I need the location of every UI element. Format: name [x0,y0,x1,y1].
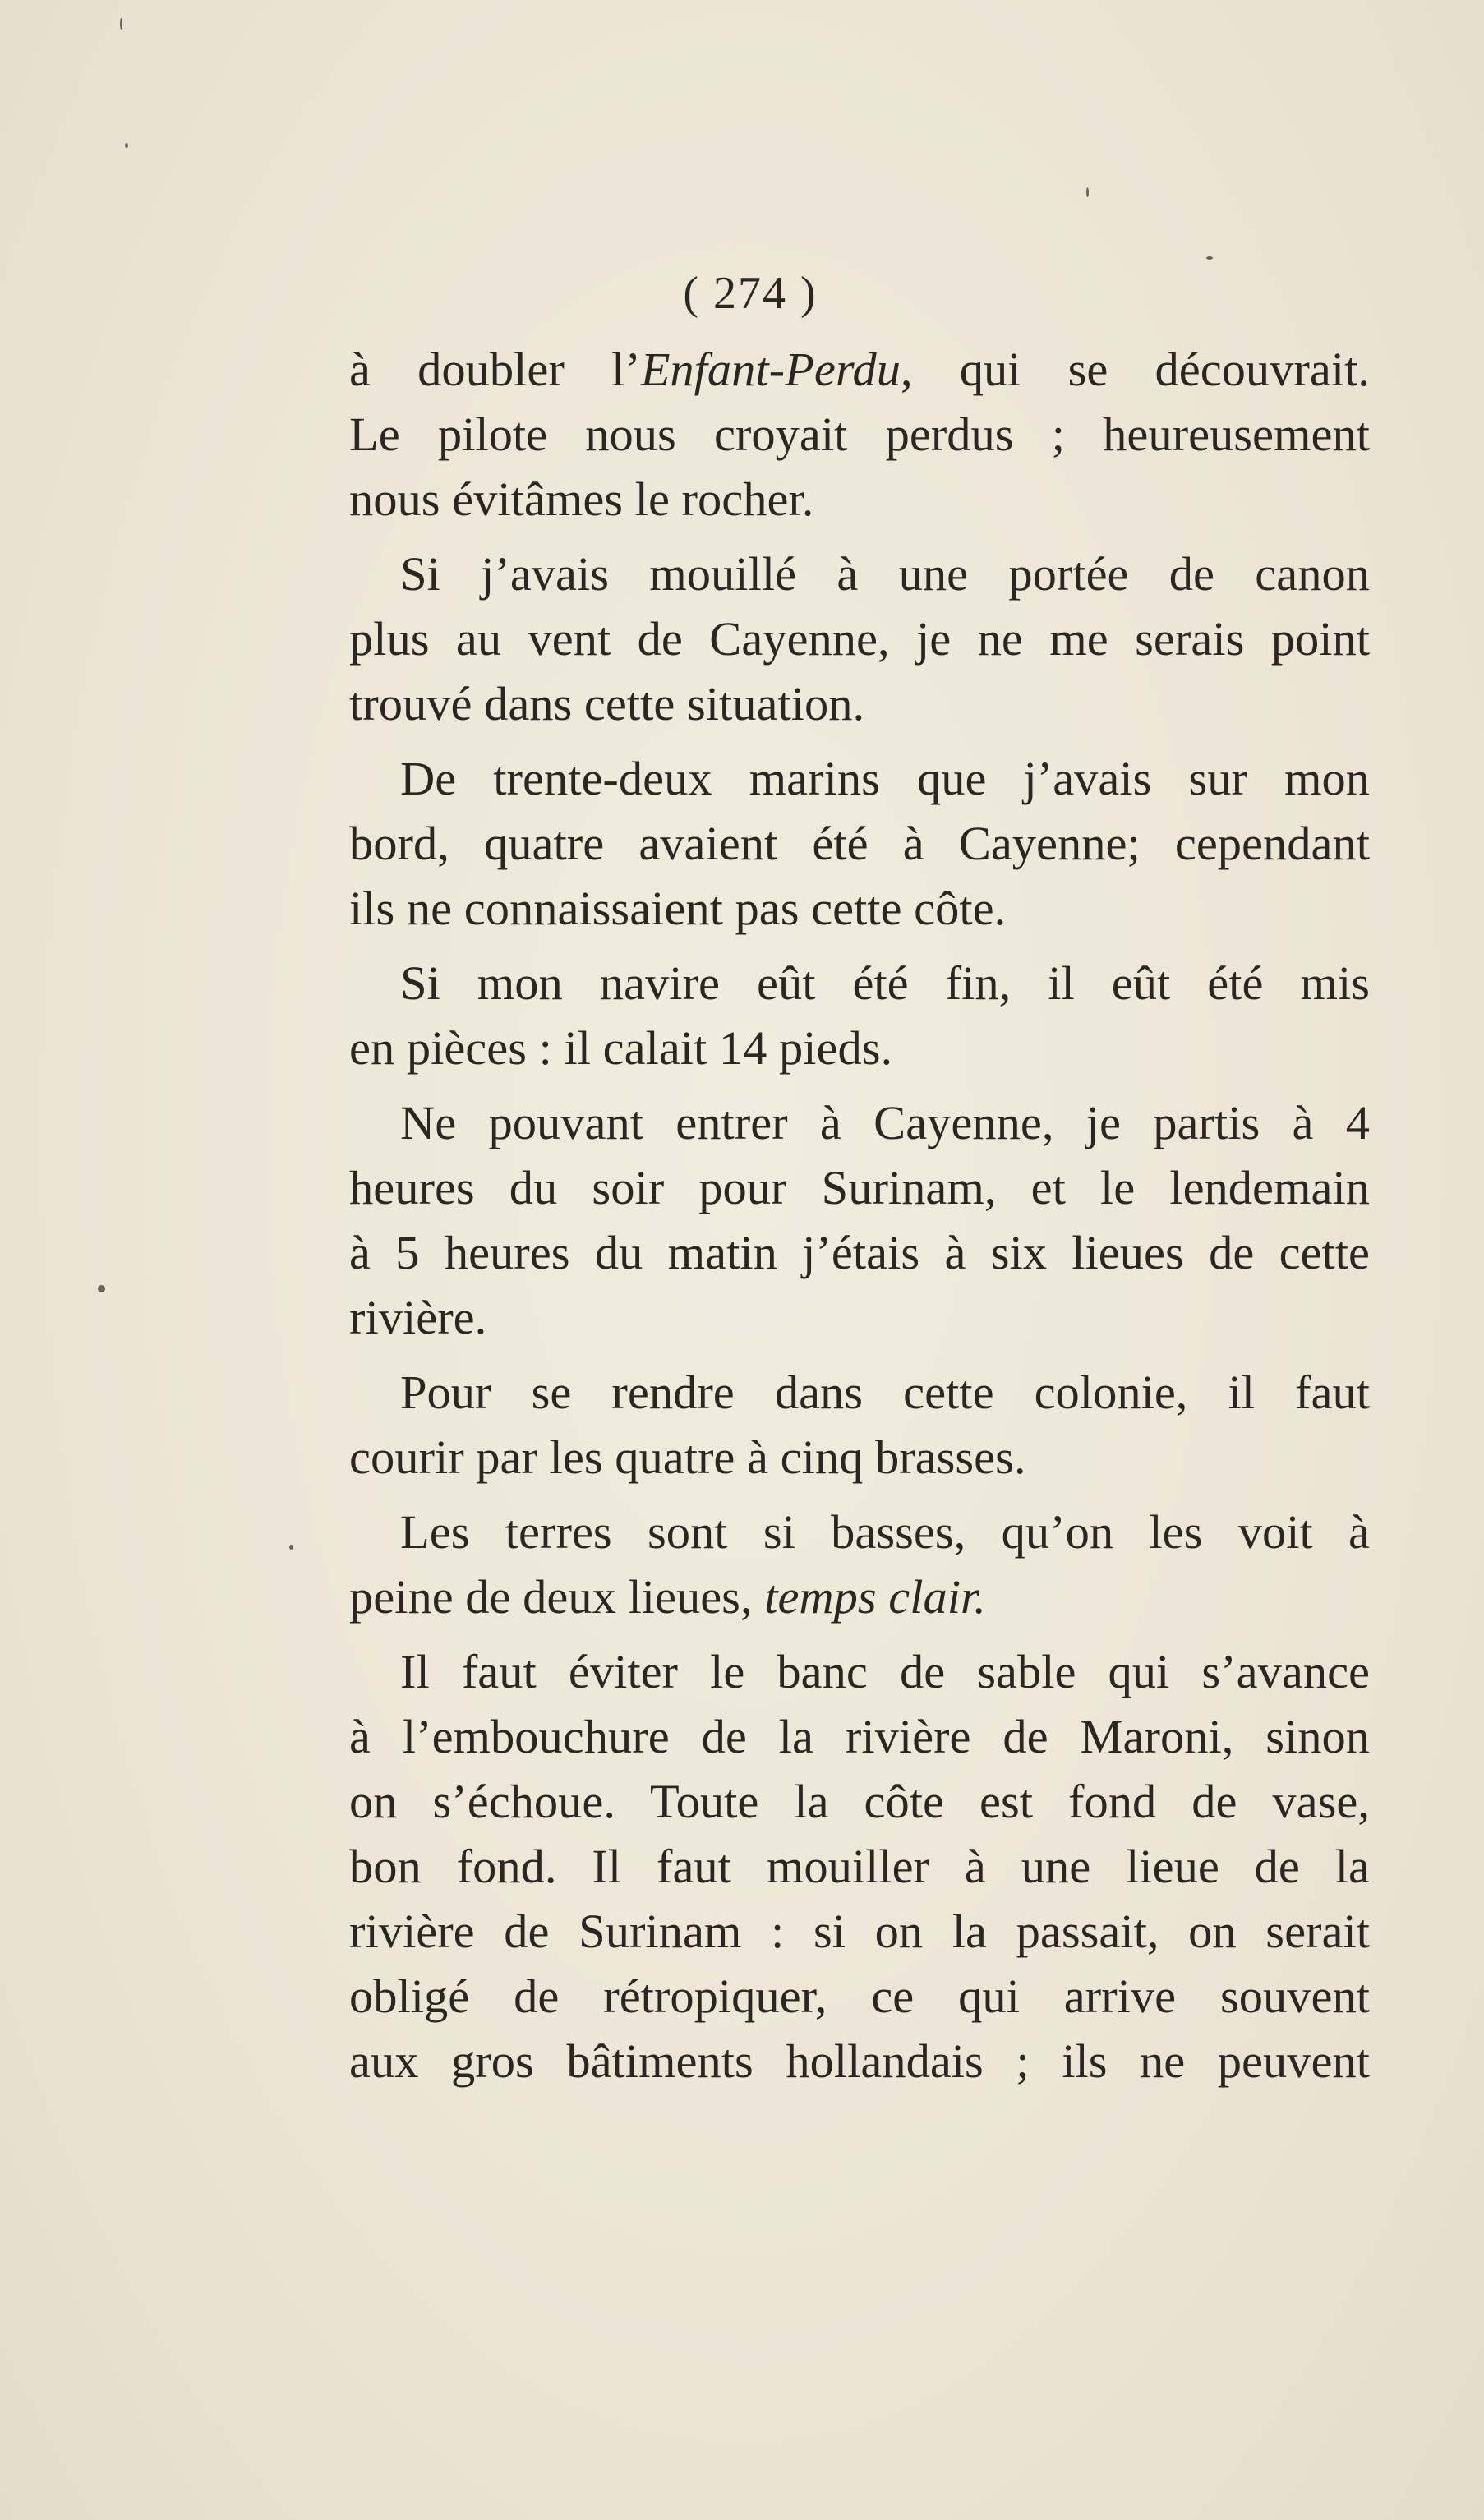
text-line: à 5 heures du matin j’étais à six lieues de cette [349,1226,1370,1279]
paper-speck [120,18,122,30]
text-line: à doubler l’Enfant-Perdu, qui se découvrait. [349,343,1370,396]
paper-speck [1206,256,1213,260]
italic-phrase: temps clair. [764,1570,986,1624]
text-line: Le pilote nous croyait perdus ; heureusement [349,408,1370,461]
text-line: peine de deux lieues, temps clair. [349,1570,986,1624]
text-line: ils ne connaissaient pas cette côte. [349,882,1007,935]
italic-place-name: Enfant-Perdu [640,343,901,396]
paper-speck [125,143,128,148]
text-line: Si mon navire eût été fin, il eût été mis [400,956,1370,1010]
text-line: à l’embouchure de la rivière de Maroni, sinon [349,1710,1370,1763]
paper-speck [1086,187,1089,197]
text-line: De trente-deux marins que j’avais sur mon [400,752,1370,805]
text-line: Ne pouvant entrer à Cayenne, je partis à 4 [400,1096,1370,1149]
text-line: rivière de Surinam : si on la passait, on serait [349,1905,1370,1958]
text-line: on s’échoue. Toute la côte est fond de vase, [349,1775,1370,1828]
text-line: en pièces : il calait 14 pieds. [349,1021,893,1075]
text-line: plus au vent de Cayenne, je ne me serais point [349,612,1370,666]
text-line: bord, quatre avaient été à Cayenne; cependant [349,817,1370,870]
text-line: rivière. [349,1291,487,1344]
text-line: heures du soir pour Surinam, et le lendemain [349,1161,1370,1214]
body-text [349,337,1370,2094]
text-line: Les terres sont si basses, qu’on les voit à [400,1505,1370,1559]
text-line: aux gros bâtiments hollandais ; ils ne peuvent [349,2034,1370,2088]
text-line: Si j’avais mouillé à une portée de canon [400,547,1370,601]
paper-speck [98,1285,105,1292]
text-line: bon fond. Il faut mouiller à une lieue de la [349,1840,1370,1893]
text-line: nous évitâmes le rocher. [349,472,814,526]
text-line: obligé de rétropiquer, ce qui arrive souvent [349,1969,1370,2023]
text-line: Pour se rendre dans cette colonie, il faut [400,1366,1370,1419]
text-line: courir par les quatre à cinq brasses. [349,1430,1026,1484]
paper-speck [289,1545,293,1550]
text-line: Il faut éviter le banc de sable qui s’avance [400,1645,1370,1698]
page-number: ( 274 ) [683,268,818,319]
text-line: trouvé dans cette situation. [349,677,865,730]
